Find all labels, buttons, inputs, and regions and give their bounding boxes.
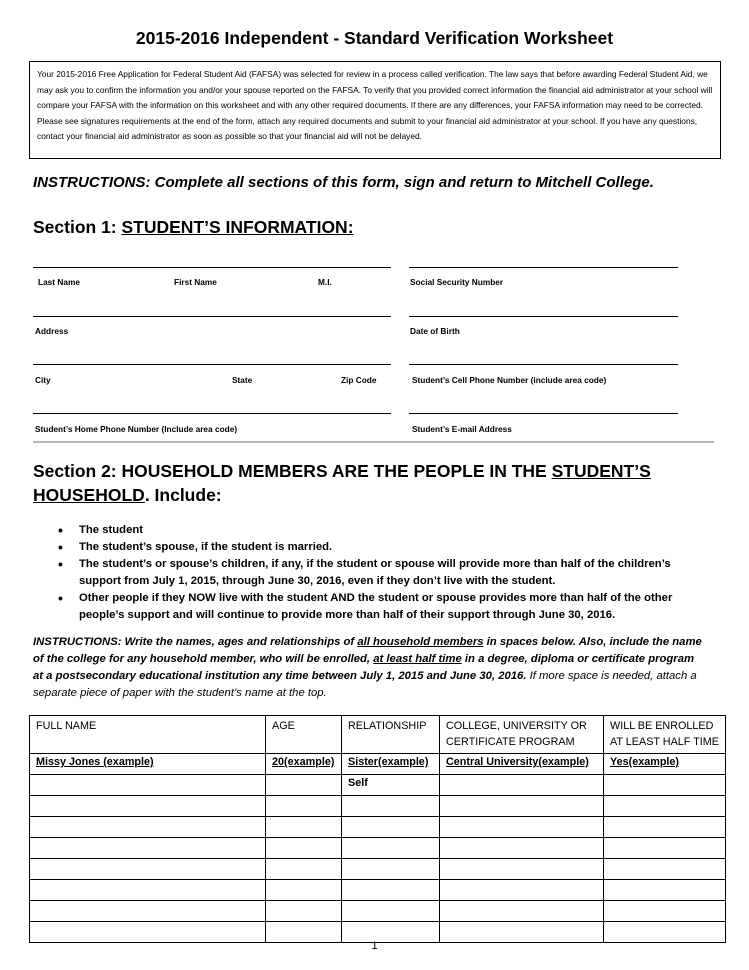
instr-text: in spaces below. Also, include the name of the college for any household member, who will be enrolled,: [33, 636, 702, 665]
home-phone-label: Student’s Home Phone Number (Include area code): [35, 424, 238, 434]
section1-prefix: Section 1:: [33, 217, 122, 237]
cell-label: Student’s Cell Phone Number (include area code): [412, 375, 607, 385]
table-cell[interactable]: [604, 880, 726, 901]
table-cell[interactable]: [266, 775, 342, 796]
section-divider: [33, 441, 714, 443]
table-row: [30, 838, 726, 859]
header-college: COLLEGE, UNIVERSITY OR CERTIFICATE PROGRAM: [440, 716, 604, 754]
dob-line[interactable]: [409, 316, 678, 317]
instr-text: in a degree, diploma or certificate program at a postsecondary educational institution any time between July 1, 2015 and June 30, 2016.: [33, 653, 695, 682]
table-row: [30, 880, 726, 901]
dob-label: Date of Birth: [410, 326, 460, 336]
first-name-label: First Name: [174, 277, 217, 287]
instr-text: INSTRUCTIONS: Write the names, ages and relationships of: [33, 636, 358, 648]
table-header-row: [30, 716, 726, 754]
instructions-header: INSTRUCTIONS: Complete all sections of this form, sign and return to Mitchell College.: [33, 174, 654, 191]
email-line[interactable]: [409, 413, 678, 414]
city-line[interactable]: [33, 364, 391, 365]
example-name: [30, 754, 266, 775]
header-full-name: FULL NAME: [30, 716, 266, 754]
table-cell[interactable]: [604, 775, 726, 796]
cell-text: Sister(example): [348, 756, 429, 768]
table-cell[interactable]: [604, 838, 726, 859]
table-cell[interactable]: [440, 880, 604, 901]
email-label: Student’s E-mail Address: [412, 424, 512, 434]
ssn-line[interactable]: [409, 267, 678, 268]
table-cell[interactable]: [30, 880, 266, 901]
header-relationship: RELATIONSHIP: [342, 716, 440, 754]
cell-text: Central University(example): [446, 756, 589, 768]
section2-heading: [33, 459, 673, 507]
table-cell[interactable]: [342, 901, 440, 922]
household-table: [29, 715, 726, 943]
table-cell[interactable]: [30, 817, 266, 838]
cell-line[interactable]: [409, 364, 678, 365]
table-cell[interactable]: [342, 859, 440, 880]
ssn-label: Social Security Number: [410, 277, 504, 287]
last-name-label: Last Name: [38, 277, 80, 287]
zip-label: Zip Code: [341, 375, 377, 385]
table-cell[interactable]: [342, 817, 440, 838]
header-age: AGE: [266, 716, 342, 754]
table-row: [30, 859, 726, 880]
city-label: City: [35, 375, 51, 385]
list-item: • The student’s spouse, if the student is married.: [58, 539, 708, 556]
table-cell[interactable]: [30, 838, 266, 859]
table-cell[interactable]: [30, 901, 266, 922]
table-cell[interactable]: [440, 796, 604, 817]
table-cell[interactable]: [266, 880, 342, 901]
instr-underline: at least half time: [373, 653, 462, 665]
list-item: • The student’s or spouse’s children, if any, if the student or spouse will provide more than half of the children’s support from July 1, 2015, through June 30, 2016, even if they don’t live with the student.: [58, 556, 708, 590]
name-line[interactable]: [33, 267, 391, 268]
mi-label: M.I.: [318, 277, 332, 287]
table-cell[interactable]: [30, 859, 266, 880]
section1-title: STUDENT’S INFORMATION:: [121, 217, 354, 237]
instr-text: If more space is needed, attach a separate piece of paper with the student’s name at the top.: [33, 670, 697, 699]
address-line[interactable]: [33, 316, 391, 317]
table-cell[interactable]: [30, 796, 266, 817]
table-cell[interactable]: [266, 817, 342, 838]
list-item: • Other people if they NOW live with the student AND the student or spouse provides more than half of the other people’s support and will continue to provide more than half of their support through June 30, 2016.: [58, 590, 708, 624]
table-cell[interactable]: [342, 796, 440, 817]
table-cell[interactable]: [440, 775, 604, 796]
example-enrolled: [604, 754, 726, 775]
table-row: [30, 817, 726, 838]
table-cell[interactable]: [604, 796, 726, 817]
table-cell[interactable]: [604, 817, 726, 838]
table-cell[interactable]: [440, 859, 604, 880]
example-college: [440, 754, 604, 775]
example-age: [266, 754, 342, 775]
table-row: [30, 754, 726, 775]
table-cell[interactable]: [604, 901, 726, 922]
household-criteria-list: [58, 522, 708, 624]
cell-text: Yes(example): [610, 756, 680, 768]
address-label: Address: [35, 326, 69, 336]
header-enrolled: WILL BE ENROLLED AT LEAST HALF TIME: [604, 716, 726, 754]
section2-underlined: STUDENT’S HOUSEHOLD: [33, 461, 651, 505]
list-item: • The student: [58, 522, 708, 539]
section1-heading: [33, 215, 354, 239]
table-cell[interactable]: [342, 838, 440, 859]
example-relationship: [342, 754, 440, 775]
table-cell[interactable]: [440, 838, 604, 859]
table-cell[interactable]: [266, 838, 342, 859]
home-phone-line[interactable]: [33, 413, 391, 414]
table-cell[interactable]: [440, 901, 604, 922]
table-cell[interactable]: [604, 859, 726, 880]
table-cell[interactable]: [342, 880, 440, 901]
table-cell[interactable]: [440, 817, 604, 838]
table-row: [30, 796, 726, 817]
household-instructions: [33, 634, 703, 702]
cell-text: Missy Jones (example): [36, 756, 154, 768]
table-row: [30, 901, 726, 922]
table-cell[interactable]: [266, 796, 342, 817]
page-number: 1: [371, 940, 378, 952]
instr-underline: all household members: [357, 636, 484, 648]
state-label: State: [232, 375, 253, 385]
verification-notice: Your 2015-2016 Free Application for Federal Student Aid (FAFSA) was selected for review in a process called verification. The law says that before awarding Federal Student Aid, we may ask you to confirm the information you and/or your spouse reported on the FAFSA. To verify that you provided correct information the financial aid administrator at your school will compare your FAFSA with the information on this worksheet and with any other required documents. If there are any differences, your FAFSA information may need to be corrected. Please see signatures requirements at the end of the form, attach any required documents and submit to your financial aid administrator at your school. If you have any questions, contact your financial aid administrator as soon as possible so that your financial aid will not be delayed.: [29, 61, 721, 159]
table-row: [30, 775, 726, 796]
cell-text: 20(example): [272, 756, 335, 768]
section2-prefix: Section 2: HOUSEHOLD MEMBERS ARE THE PEOPLE IN THE: [33, 461, 552, 481]
table-cell[interactable]: [30, 775, 266, 796]
table-cell[interactable]: [266, 859, 342, 880]
section2-suffix: . Include:: [144, 485, 222, 505]
page-title: 2015-2016 Independent - Standard Verification Worksheet: [135, 28, 614, 48]
table-cell[interactable]: [266, 901, 342, 922]
self-cell: Self: [342, 775, 440, 796]
